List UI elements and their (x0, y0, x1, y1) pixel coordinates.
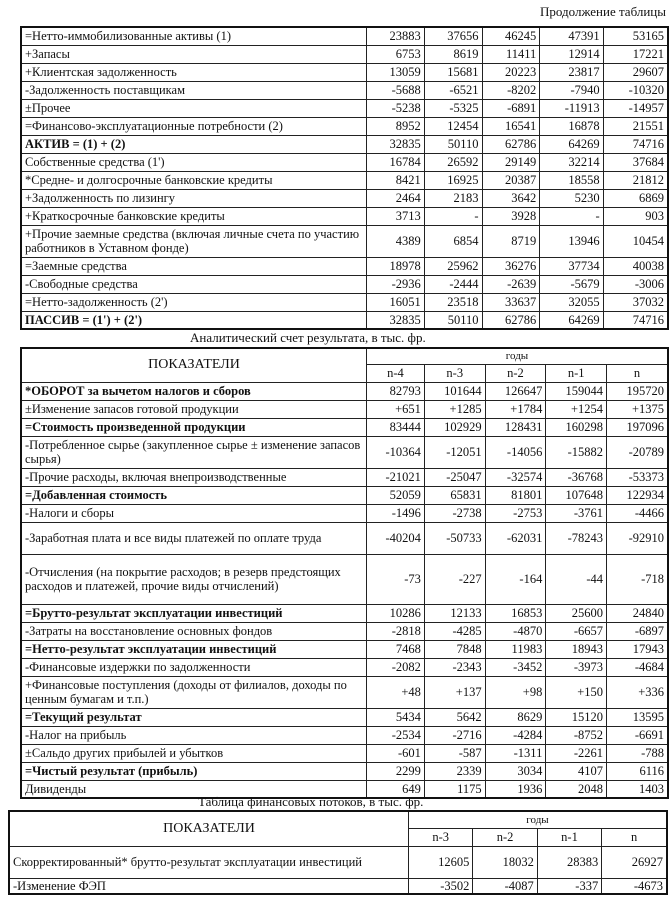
cell-value: 12914 (540, 45, 603, 63)
cell-value: +48 (367, 676, 425, 708)
cell-value: -10320 (603, 81, 668, 99)
cell-value: 33637 (482, 293, 540, 311)
cell-value: 16925 (424, 171, 482, 189)
table-row (21, 708, 668, 726)
row-label: -Налоги и сборы (21, 504, 367, 522)
cell-value: -4284 (485, 726, 546, 744)
cell-value: -6691 (607, 726, 668, 744)
cell-value: 8952 (367, 117, 425, 135)
table-row (21, 744, 668, 762)
cell-value: 26592 (424, 153, 482, 171)
table-row (21, 275, 668, 293)
cell-value: -21021 (367, 468, 425, 486)
cell-value: -788 (607, 744, 668, 762)
cell-value: +1254 (546, 400, 607, 418)
table-row (21, 726, 668, 744)
cell-value: -40204 (367, 522, 425, 554)
cell-value: - (540, 207, 603, 225)
row-label: -Прочие расходы, включая внепроизводственные (21, 468, 367, 486)
cell-value: -6521 (424, 81, 482, 99)
cell-value: 1936 (485, 780, 546, 798)
cell-value: 15681 (424, 63, 482, 81)
cell-value: 1403 (607, 780, 668, 798)
row-label: -Финансовые издержки по задолженности (21, 658, 367, 676)
cell-value: -12051 (424, 436, 485, 468)
table-row (21, 27, 668, 45)
table-row (9, 846, 667, 878)
cell-value: 62786 (482, 311, 540, 329)
cell-value: 7848 (424, 640, 485, 658)
row-label: =Текущий результат (21, 708, 367, 726)
cell-value: -14056 (485, 436, 546, 468)
cell-value: -92910 (607, 522, 668, 554)
cell-value: -32574 (485, 468, 546, 486)
cell-value: -2343 (424, 658, 485, 676)
cell-value: 107648 (546, 486, 607, 504)
row-label: Дивиденды (21, 780, 367, 798)
row-label: -Отчисления (на покрытие расходов; в резерв предстоящих расходов и платежей, прочие виды отчислений) (21, 554, 367, 604)
cell-value: -20789 (607, 436, 668, 468)
cell-value: 20387 (482, 171, 540, 189)
cell-value: 24840 (607, 604, 668, 622)
cell-value: 4389 (367, 225, 425, 257)
cell-value: 3928 (482, 207, 540, 225)
year-column-header: n (602, 828, 667, 846)
table-row (21, 189, 668, 207)
cell-value: -15882 (546, 436, 607, 468)
cell-value: 197096 (607, 418, 668, 436)
cell-value: 128431 (485, 418, 546, 436)
cell-value: -2716 (424, 726, 485, 744)
row-label: ±Изменение запасов готовой продукции (21, 400, 367, 418)
row-label: ±Сальдо других прибылей и убытков (21, 744, 367, 762)
cell-value: 126647 (485, 382, 546, 400)
cell-value: 6753 (367, 45, 425, 63)
table-row (21, 382, 668, 400)
cell-value: 12454 (424, 117, 482, 135)
cell-value: -2753 (485, 504, 546, 522)
cell-value: 21812 (603, 171, 668, 189)
cell-value: -4684 (607, 658, 668, 676)
table-row (21, 81, 668, 99)
table-row (21, 117, 668, 135)
cell-value: 10286 (367, 604, 425, 622)
row-label: -Налог на прибыль (21, 726, 367, 744)
cell-value: -2534 (367, 726, 425, 744)
cell-value: -44 (546, 554, 607, 604)
cell-value: 18558 (540, 171, 603, 189)
cell-value: 649 (367, 780, 425, 798)
cell-value: -5688 (367, 81, 425, 99)
row-label: *Средне- и долгосрочные банковские кредиты (21, 171, 367, 189)
cell-value: 37032 (603, 293, 668, 311)
cell-value: 25962 (424, 257, 482, 275)
cell-value: 81801 (485, 486, 546, 504)
cell-value: -53373 (607, 468, 668, 486)
row-label: =Чистый результат (прибыль) (21, 762, 367, 780)
cell-value: 37684 (603, 153, 668, 171)
cell-value: 53165 (603, 27, 668, 45)
cell-value: 8719 (482, 225, 540, 257)
cell-value: 50110 (424, 135, 482, 153)
cell-value: 102929 (424, 418, 485, 436)
cell-value: -4673 (602, 878, 667, 894)
cell-value: 40038 (603, 257, 668, 275)
cell-value: 26927 (602, 846, 667, 878)
row-label: АКТИВ = (1) + (2) (21, 135, 367, 153)
cell-value: 2464 (367, 189, 425, 207)
cell-value: -62031 (485, 522, 546, 554)
table-row (21, 640, 668, 658)
row-label: +Краткосрочные банковские кредиты (21, 207, 367, 225)
table-row (21, 207, 668, 225)
cell-value: 17943 (607, 640, 668, 658)
cell-value: -2936 (367, 275, 425, 293)
cell-value: -3452 (485, 658, 546, 676)
flows-table (8, 810, 668, 895)
cell-value: -3761 (546, 504, 607, 522)
row-label: =Нетто-результат эксплуатации инвестиций (21, 640, 367, 658)
cell-value: 36276 (482, 257, 540, 275)
results-table-title: Аналитический счет результата, в тыс. фр. (190, 330, 426, 345)
cell-value: 32214 (540, 153, 603, 171)
cell-value: 16784 (367, 153, 425, 171)
cell-value: 6116 (607, 762, 668, 780)
cell-value: 65831 (424, 486, 485, 504)
cell-value: 64269 (540, 311, 603, 329)
cell-value: -50733 (424, 522, 485, 554)
cell-value: -78243 (546, 522, 607, 554)
row-label: *ОБОРОТ за вычетом налогов и сборов (21, 382, 367, 400)
cell-value: - (424, 207, 482, 225)
cell-value: -8202 (482, 81, 540, 99)
year-column-header: n-2 (473, 828, 537, 846)
cell-value: 21551 (603, 117, 668, 135)
cell-value: 16541 (482, 117, 540, 135)
cell-value: -6897 (607, 622, 668, 640)
table-row (21, 45, 668, 63)
cell-value: -4087 (473, 878, 537, 894)
cell-value: -1496 (367, 504, 425, 522)
cell-value: 29607 (603, 63, 668, 81)
cell-value: -3006 (603, 275, 668, 293)
cell-value: 46245 (482, 27, 540, 45)
cell-value: -5679 (540, 275, 603, 293)
row-label: =Нетто-иммобилизованные активы (1) (21, 27, 367, 45)
cell-value: 3713 (367, 207, 425, 225)
row-label: -Потребленное сырье (закупленное сырье ± изменение запасов сырья) (21, 436, 367, 468)
cell-value: 16051 (367, 293, 425, 311)
cell-value: 16878 (540, 117, 603, 135)
cell-value: 37734 (540, 257, 603, 275)
year-column-header: n-2 (485, 364, 546, 382)
cell-value: 8629 (485, 708, 546, 726)
table-row (21, 604, 668, 622)
row-label: =Брутто-результат эксплуатации инвестиций (21, 604, 367, 622)
cell-value: 5642 (424, 708, 485, 726)
table-row (21, 99, 668, 117)
table-row (21, 63, 668, 81)
year-column-header: n-4 (367, 364, 425, 382)
table-row (21, 436, 668, 468)
cell-value: +651 (367, 400, 425, 418)
balance-table (20, 26, 669, 330)
cell-value: 62786 (482, 135, 540, 153)
table-row (21, 676, 668, 708)
cell-value: 12605 (409, 846, 473, 878)
cell-value: 13946 (540, 225, 603, 257)
cell-value: 32835 (367, 135, 425, 153)
cell-value: -587 (424, 744, 485, 762)
cell-value: 195720 (607, 382, 668, 400)
cell-value: 64269 (540, 135, 603, 153)
cell-value: 16853 (485, 604, 546, 622)
cell-value: 13595 (607, 708, 668, 726)
cell-value: 83444 (367, 418, 425, 436)
cell-value: 25600 (546, 604, 607, 622)
row-label: -Свободные средства (21, 275, 367, 293)
table-row (21, 257, 668, 275)
continuation-label: Продолжение таблицы (540, 4, 666, 19)
table-row (21, 486, 668, 504)
cell-value: 13059 (367, 63, 425, 81)
cell-value: 5230 (540, 189, 603, 207)
cell-value: 47391 (540, 27, 603, 45)
cell-value: 29149 (482, 153, 540, 171)
cell-value: +1375 (607, 400, 668, 418)
row-label: =Финансово-эксплуатационные потребности (2) (21, 117, 367, 135)
year-column-header: n-1 (537, 828, 601, 846)
table-row (21, 400, 668, 418)
cell-value: 4107 (546, 762, 607, 780)
year-column-header: n-3 (409, 828, 473, 846)
row-label: ПАССИВ = (1') + (2') (21, 311, 367, 329)
cell-value: -227 (424, 554, 485, 604)
cell-value: -718 (607, 554, 668, 604)
table-row (21, 171, 668, 189)
table-row (21, 622, 668, 640)
row-label: +Задолженность по лизингу (21, 189, 367, 207)
cell-value: 160298 (546, 418, 607, 436)
cell-value: 18943 (546, 640, 607, 658)
cell-value: -4870 (485, 622, 546, 640)
years-header: годы (367, 348, 669, 364)
cell-value: 23817 (540, 63, 603, 81)
cell-value: +98 (485, 676, 546, 708)
cell-value: 2048 (546, 780, 607, 798)
table-row (9, 878, 667, 894)
row-label: =Добавленная стоимость (21, 486, 367, 504)
table-row (21, 153, 668, 171)
row-label: +Финансовые поступления (доходы от филиалов, доходы по ценным бумагам и т.п.) (21, 676, 367, 708)
table-row (21, 135, 668, 153)
cell-value: 6854 (424, 225, 482, 257)
row-label: +Прочие заемные средства (включая личные счета по участию работников в Уставном фонде) (21, 225, 367, 257)
cell-value: -73 (367, 554, 425, 604)
cell-value: 7468 (367, 640, 425, 658)
cell-value: 5434 (367, 708, 425, 726)
indicator-header: ПОКАЗАТЕЛИ (21, 348, 367, 382)
cell-value: 903 (603, 207, 668, 225)
row-label: Скорректированный* брутто-результат эксплуатации инвестиций (9, 846, 409, 878)
cell-value: 122934 (607, 486, 668, 504)
cell-value: 52059 (367, 486, 425, 504)
row-label: ±Прочее (21, 99, 367, 117)
cell-value: -10364 (367, 436, 425, 468)
row-label: +Запасы (21, 45, 367, 63)
cell-value: 17221 (603, 45, 668, 63)
cell-value: 11983 (485, 640, 546, 658)
cell-value: 18978 (367, 257, 425, 275)
cell-value: -3502 (409, 878, 473, 894)
cell-value: 32835 (367, 311, 425, 329)
cell-value: 2339 (424, 762, 485, 780)
cell-value: 23883 (367, 27, 425, 45)
cell-value: +150 (546, 676, 607, 708)
cell-value: 20223 (482, 63, 540, 81)
cell-value: -4285 (424, 622, 485, 640)
cell-value: 23518 (424, 293, 482, 311)
row-label: -Задолженность поставщикам (21, 81, 367, 99)
cell-value: 74716 (603, 135, 668, 153)
cell-value: -8752 (546, 726, 607, 744)
cell-value: 10454 (603, 225, 668, 257)
table-row (21, 762, 668, 780)
table-row (21, 658, 668, 676)
cell-value: 37656 (424, 27, 482, 45)
cell-value: -7940 (540, 81, 603, 99)
row-label: Собственные средства (1') (21, 153, 367, 171)
cell-value: +137 (424, 676, 485, 708)
cell-value: -36768 (546, 468, 607, 486)
table-row (21, 468, 668, 486)
table-row (21, 311, 668, 329)
flows-table-title: Таблица финансовых потоков, в тыс. фр. (198, 794, 424, 809)
cell-value: 2299 (367, 762, 425, 780)
row-label: =Заемные средства (21, 257, 367, 275)
cell-value: 50110 (424, 311, 482, 329)
cell-value: 3034 (485, 762, 546, 780)
cell-value: -4466 (607, 504, 668, 522)
row-label: +Клиентская задолженность (21, 63, 367, 81)
cell-value: 8421 (367, 171, 425, 189)
cell-value: -11913 (540, 99, 603, 117)
cell-value: -2818 (367, 622, 425, 640)
table-row (21, 418, 668, 436)
table-row (21, 225, 668, 257)
year-column-header: n-1 (546, 364, 607, 382)
cell-value: 15120 (546, 708, 607, 726)
cell-value: 3642 (482, 189, 540, 207)
cell-value: 28383 (537, 846, 601, 878)
cell-value: +1285 (424, 400, 485, 418)
cell-value: +336 (607, 676, 668, 708)
year-column-header: n (607, 364, 668, 382)
row-label: -Изменение ФЭП (9, 878, 409, 894)
table-row (21, 504, 668, 522)
cell-value: 101644 (424, 382, 485, 400)
cell-value: 8619 (424, 45, 482, 63)
cell-value: 82793 (367, 382, 425, 400)
table-row (21, 554, 668, 604)
cell-value: +1784 (485, 400, 546, 418)
cell-value: -14957 (603, 99, 668, 117)
cell-value: -2444 (424, 275, 482, 293)
table-row (21, 522, 668, 554)
cell-value: 159044 (546, 382, 607, 400)
row-label: =Нетто-задолженность (2') (21, 293, 367, 311)
cell-value: -3973 (546, 658, 607, 676)
cell-value: -25047 (424, 468, 485, 486)
row-label: =Стоимость произведенной продукции (21, 418, 367, 436)
row-label: -Заработная плата и все виды платежей по оплате труда (21, 522, 367, 554)
table-row (21, 293, 668, 311)
cell-value: -2261 (546, 744, 607, 762)
cell-value: 2183 (424, 189, 482, 207)
indicator-header: ПОКАЗАТЕЛИ (9, 811, 409, 846)
cell-value: -6657 (546, 622, 607, 640)
cell-value: -164 (485, 554, 546, 604)
year-column-header: n-3 (424, 364, 485, 382)
cell-value: -1311 (485, 744, 546, 762)
cell-value: -2639 (482, 275, 540, 293)
cell-value: 11411 (482, 45, 540, 63)
cell-value: -6891 (482, 99, 540, 117)
cell-value: -601 (367, 744, 425, 762)
cell-value: 1175 (424, 780, 485, 798)
cell-value: 32055 (540, 293, 603, 311)
cell-value: -337 (537, 878, 601, 894)
cell-value: -5238 (367, 99, 425, 117)
row-label: -Затраты на восстановление основных фондов (21, 622, 367, 640)
cell-value: 12133 (424, 604, 485, 622)
years-header: годы (409, 811, 668, 828)
cell-value: -5325 (424, 99, 482, 117)
cell-value: -2082 (367, 658, 425, 676)
cell-value: 6869 (603, 189, 668, 207)
cell-value: -2738 (424, 504, 485, 522)
results-table (20, 347, 669, 799)
cell-value: 18032 (473, 846, 537, 878)
cell-value: 74716 (603, 311, 668, 329)
